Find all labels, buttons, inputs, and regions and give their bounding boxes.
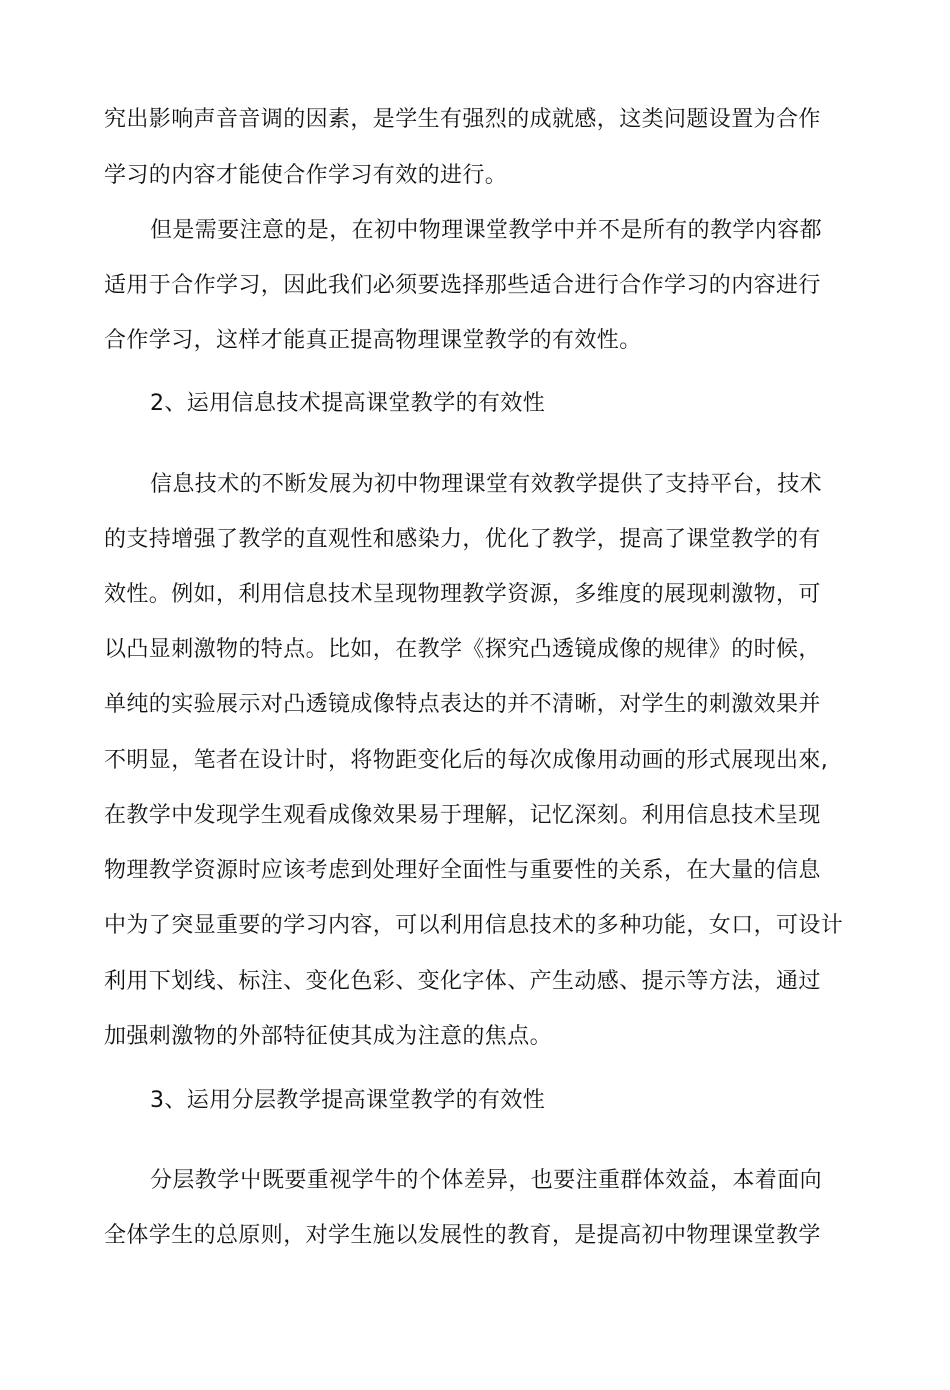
text-line: 加强刺激物的外部特征使其成为注意的焦点。: [104, 1024, 553, 1049]
section-heading: 2、运用信息技术提高课堂教学的有效性: [150, 391, 546, 416]
text-line: 适用于合作学习，因此我们必须要选择那些适合进行合作学习的内容进行: [104, 273, 821, 298]
paragraph-first-line: 但是需要注意的是，在初中物理课堂教学中并不是所有的教学内容都: [150, 218, 823, 243]
text-line: 效性。例如，利用信息技术呈现物理教学资源，多维度的展现刺激物，可: [104, 582, 821, 607]
section-heading: 3、运用分层教学提高课堂教学的有效性: [150, 1088, 546, 1113]
text-line: 在教学中发现学生观看成像效果易于理解，记忆深刻。利用信息技术呈现: [104, 803, 821, 828]
text-line: 以凸显刺激物的特点。比如，在教学《探究凸透镜成像的规律》的时候，: [104, 637, 821, 662]
text-line: 合作学习，这样才能真正提高物理课堂教学的有效性。: [104, 328, 642, 353]
text-line: 的支持增强了教学的直观性和感染力，优化了教学，提高了课堂教学的有: [104, 527, 821, 552]
paragraph-first-line: 分层教学屮既要重视学牛的个体差异，也要注重群体效益，本着面向: [150, 1168, 823, 1193]
text-line: 单纯的实验展示对凸透镜成像特点表达的并不清晰，对学生的刺激效果并: [104, 692, 821, 717]
text-line: 利用下划线、标注、变化色彩、变化字体、产生动感、提示等方法，通过: [104, 969, 821, 994]
text-line: 全体学生的总原则，对学生施以发展性的教育，是提高初中物理课堂教学: [104, 1223, 821, 1248]
text-line: 中为了突显重要的学习内容，可以利用信息技术的多种功能，女口，可设计: [104, 913, 844, 938]
text-line: 究出影响声音音调的因素，是学生有强烈的成就感，这类问题设置为合作: [104, 107, 821, 132]
text-line: 物理教学资源时应该考虑到处理好全面性与重要性的关系，在大量的信息: [104, 858, 821, 883]
text-line: 学习的内容才能使合作学习有效的进行。: [104, 163, 508, 188]
paragraph-first-line: 信息技术的不断发展为初中物理课堂有效教学提供了支持平台，技术: [150, 472, 823, 497]
text-line: 不明显，笔者在设计时，将物距变化后的每次成像用动画的形式展现出來,: [104, 748, 829, 773]
